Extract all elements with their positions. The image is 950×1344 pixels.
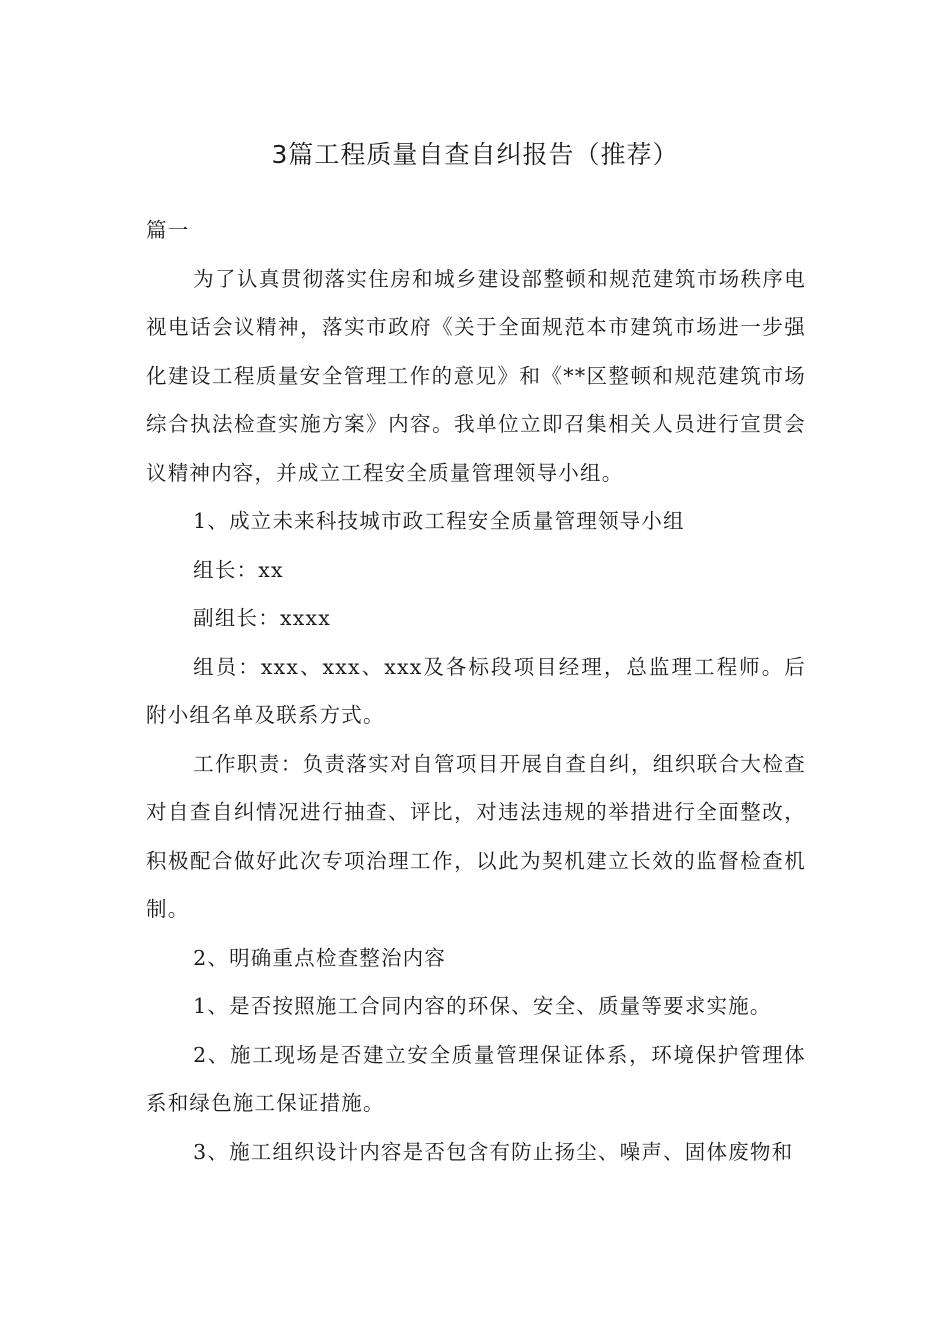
- paragraph-duties: 工作职责：负责落实对自管项目开展自查自纠，组织联合大检查对自查自纠情况进行抽查、评比，对违法违规的举措进行全面整改，积极配合做好此次专项治理工作，以此为契机建立长效的监督检查机制。: [146, 751, 806, 921]
- paragraph-item-1: 1、成立未来科技城市政工程安全质量管理领导小组: [193, 509, 685, 533]
- document-title: 3篇工程质量自查自纠报告（推荐）: [271, 140, 679, 169]
- paragraph-group-leader: 组长：xx: [193, 557, 284, 582]
- paragraph-deputy-leader: 副组长：xxxx: [193, 606, 331, 630]
- paragraph-check-2: 2、施工现场是否建立安全质量管理保证体系，环境保护管理体系和绿色施工保证措施。: [146, 1042, 806, 1115]
- section-heading: 篇一: [146, 218, 190, 242]
- paragraph-item-2: 2、明确重点检查整治内容: [193, 945, 447, 970]
- paragraph-check-3: 3、施工组织设计内容是否包含有防止扬尘、噪声、固体废物和: [193, 1139, 794, 1164]
- paragraph-check-1: 1、是否按照施工合同内容的环保、安全、质量等要求实施。: [193, 994, 772, 1018]
- paragraph-members: 组员：xxx、xxx、xxx及各标段项目经理，总监理工程师。后附小组名单及联系方式。: [146, 654, 806, 727]
- paragraph-intro: 为了认真贯彻落实住房和城乡建设部整顿和规范建筑市场秩序电视电话会议精神，落实市政府《关于全面规范本市建筑市场进一步强化建设工程质量安全管理工作的意见》和《**区整顿和规范建筑市场综合执法检查实施方案》内容。我单位立即召集相关人员进行宣贯会议精神内容，并成立工程安全质量管理领导小组。: [146, 266, 806, 485]
- document-body: [146, 206, 806, 1176]
